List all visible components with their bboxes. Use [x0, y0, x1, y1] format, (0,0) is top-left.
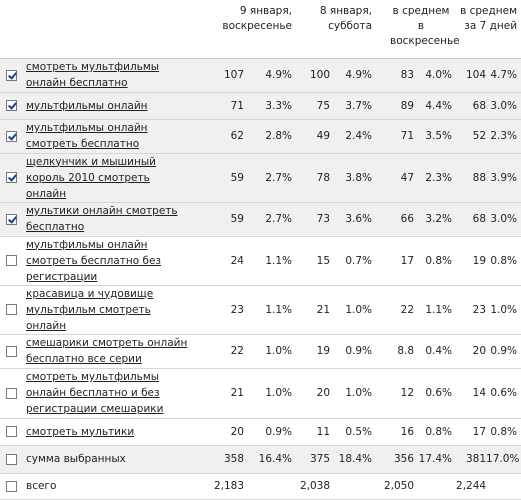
- percent-value: 0.9%: [490, 345, 518, 357]
- row-checkbox[interactable]: [6, 481, 17, 492]
- total-count-value: 2,038: [299, 480, 331, 492]
- count-value: 19: [472, 254, 487, 267]
- count-value: 73: [316, 213, 331, 225]
- count-value: 24: [230, 254, 244, 267]
- table-row: [0, 119, 521, 153]
- percent-value: 0.8%: [490, 254, 518, 267]
- sum-count-value: 375: [309, 453, 331, 465]
- percent-value: 1.0%: [345, 303, 373, 316]
- count-value: 19: [316, 345, 331, 357]
- row-checkbox[interactable]: [6, 100, 17, 111]
- count-value: 14: [472, 387, 487, 399]
- count-value: 23: [230, 303, 244, 316]
- table-row: [0, 334, 521, 368]
- sum-percent-value: 16.4%: [258, 453, 293, 465]
- count-value: 59: [230, 171, 244, 184]
- percent-value: 4.9%: [265, 69, 293, 81]
- query-link[interactable]: щелкунчик и мышиный король 2010 смотреть онлайн: [26, 155, 156, 200]
- count-value: 104: [465, 69, 487, 81]
- count-value: 71: [230, 99, 244, 112]
- total-label: всего: [26, 480, 57, 492]
- count-value: 16: [400, 425, 415, 438]
- checkbox-cell: [0, 119, 22, 153]
- count-value: 21: [316, 303, 331, 316]
- percent-value: 0.8%: [490, 425, 518, 438]
- count-value: 23: [472, 303, 487, 316]
- table-row: [0, 236, 521, 285]
- sum-count-value: 356: [393, 453, 415, 465]
- count-value: 22: [230, 345, 244, 357]
- percent-value: 1.1%: [425, 303, 453, 316]
- percent-value: 4.0%: [425, 69, 453, 81]
- query-cell: [22, 92, 198, 119]
- count-value: 71: [400, 130, 415, 142]
- row-checkbox[interactable]: [6, 388, 17, 399]
- row-checkbox[interactable]: [6, 214, 17, 225]
- sum-selected-row: [0, 445, 521, 473]
- query-link[interactable]: красавица и чудовище мультфильм смотреть онлайн: [26, 287, 154, 332]
- table-row: [0, 92, 521, 119]
- table-row: [0, 202, 521, 236]
- row-checkbox[interactable]: [6, 346, 17, 357]
- percent-value: 3.0%: [490, 99, 518, 112]
- percent-value: 0.5%: [345, 425, 373, 438]
- count-value: 17: [472, 425, 487, 438]
- query-link[interactable]: смотреть мультики: [26, 425, 135, 438]
- percent-value: 1.0%: [490, 303, 518, 316]
- row-checkbox[interactable]: [6, 131, 17, 142]
- checkbox-cell: [0, 473, 22, 499]
- query-link[interactable]: мультфильмы онлайн: [26, 99, 148, 112]
- percent-value: 1.1%: [265, 303, 293, 316]
- percent-value: 0.4%: [425, 345, 453, 357]
- count-value: 17: [400, 254, 415, 267]
- percent-value: 0.6%: [490, 387, 518, 399]
- percent-value: 3.6%: [345, 213, 373, 225]
- checkbox-cell: [0, 445, 22, 473]
- column-header-jan8: 8 января, суббота: [319, 5, 373, 32]
- query-cell: [22, 285, 198, 334]
- checkbox-cell: [0, 202, 22, 236]
- query-link[interactable]: мультики онлайн смотреть бесплатно: [26, 205, 178, 233]
- query-link[interactable]: смотреть мультфильмы онлайн бесплатно: [26, 61, 160, 89]
- count-value: 8.8: [397, 345, 415, 357]
- column-header-avg-7days: в среднем за 7 дней: [460, 5, 518, 32]
- checkbox-cell: [0, 92, 22, 119]
- count-value: 75: [316, 99, 331, 112]
- total-count-value: 2,183: [213, 480, 244, 492]
- total-count-value: 2,050: [383, 480, 415, 492]
- sum-percent-value: 17.4%: [418, 453, 453, 465]
- sum-percent-value: 18.4%: [338, 453, 373, 465]
- count-value: 78: [316, 171, 331, 184]
- checkbox-cell: [0, 236, 22, 285]
- table-row: [0, 418, 521, 445]
- query-cell: [22, 58, 198, 92]
- empty-percent-cell: [244, 473, 296, 499]
- count-value: 22: [400, 303, 415, 316]
- empty-percent-cell: [486, 473, 521, 499]
- sum-label: сумма выбранных: [26, 453, 126, 465]
- count-value: 52: [472, 130, 487, 142]
- count-value: 15: [316, 254, 331, 267]
- count-value: 47: [400, 171, 415, 184]
- count-value: 89: [400, 99, 415, 112]
- checkbox-cell: [0, 58, 22, 92]
- table-row: [0, 153, 521, 202]
- count-value: 20: [230, 425, 244, 438]
- empty-percent-cell: [330, 473, 376, 499]
- row-checkbox[interactable]: [6, 172, 17, 183]
- row-checkbox[interactable]: [6, 255, 17, 266]
- column-header-avg-sunday: в среднем в воскресенье: [390, 5, 460, 47]
- count-value: 83: [400, 69, 415, 81]
- checkbox-cell: [0, 368, 22, 418]
- count-value: 21: [230, 387, 244, 399]
- count-value: 59: [230, 213, 244, 225]
- query-cell: [22, 418, 198, 445]
- count-value: 49: [316, 130, 331, 142]
- sum-count-value: 358: [223, 453, 244, 465]
- percent-value: 2.7%: [265, 213, 293, 225]
- percent-value: 3.5%: [425, 130, 453, 142]
- checkbox-cell: [0, 285, 22, 334]
- query-link[interactable]: смотреть мультфильмы онлайн бесплатно и без регистрации смешарики: [26, 371, 164, 415]
- percent-value: 3.9%: [490, 171, 518, 184]
- percent-value: 1.0%: [265, 345, 293, 357]
- query-link[interactable]: мультфильмы онлайн смотреть бесплатно без регистрации: [26, 238, 161, 283]
- percent-value: 3.2%: [425, 213, 453, 225]
- count-value: 100: [309, 69, 331, 81]
- count-value: 12: [400, 387, 415, 399]
- query-cell: [22, 368, 198, 418]
- table-row: [0, 58, 521, 92]
- percent-value: 0.6%: [425, 387, 453, 399]
- percent-value: 1.0%: [265, 387, 293, 399]
- count-value: 11: [316, 425, 331, 438]
- query-cell: [22, 202, 198, 236]
- percent-value: 0.8%: [425, 254, 453, 267]
- percent-value: 0.9%: [345, 345, 373, 357]
- query-cell: [22, 119, 198, 153]
- query-link[interactable]: мультфильмы онлайн смотреть бесплатно: [26, 122, 148, 150]
- count-value: 107: [223, 69, 244, 81]
- count-value: 20: [472, 345, 487, 357]
- count-value: 68: [472, 99, 487, 112]
- percent-value: 2.3%: [490, 130, 518, 142]
- query-link[interactable]: смешарики смотреть онлайн бесплатно все серии: [26, 337, 188, 365]
- row-checkbox[interactable]: [6, 426, 17, 437]
- checkbox-cell: [0, 153, 22, 202]
- percent-value: 2.7%: [265, 171, 293, 184]
- percent-value: 1.1%: [265, 254, 293, 267]
- percent-value: 2.8%: [265, 130, 293, 142]
- sum-percent-value: 17.0%: [486, 453, 520, 465]
- total-count-value: 2,244: [456, 480, 487, 492]
- percent-value: 3.3%: [265, 99, 293, 112]
- count-value: 66: [400, 213, 415, 225]
- percent-value: 0.8%: [425, 425, 453, 438]
- percent-value: 3.8%: [345, 171, 373, 184]
- count-value: 20: [316, 387, 331, 399]
- count-value: 88: [472, 171, 487, 184]
- total-row: [0, 473, 521, 499]
- table-row: [0, 285, 521, 334]
- empty-percent-cell: [414, 473, 456, 499]
- row-checkbox[interactable]: [6, 304, 17, 315]
- percent-value: 2.4%: [345, 130, 373, 142]
- row-checkbox[interactable]: [6, 70, 17, 81]
- row-checkbox[interactable]: [6, 454, 17, 465]
- percent-value: 4.4%: [425, 99, 453, 112]
- checkbox-cell: [0, 418, 22, 445]
- column-header-jan9: 9 января, воскресенье: [222, 5, 293, 32]
- header-row: [0, 0, 521, 58]
- percent-value: 4.7%: [490, 69, 518, 81]
- percent-value: 2.3%: [425, 171, 453, 184]
- percent-value: 0.9%: [265, 425, 293, 438]
- percent-value: 0.7%: [345, 254, 373, 267]
- count-value: 68: [472, 213, 487, 225]
- percent-value: 1.0%: [345, 387, 373, 399]
- table-row: [0, 368, 521, 418]
- checkbox-cell: [0, 334, 22, 368]
- percent-value: 3.7%: [345, 99, 373, 112]
- count-value: 62: [230, 130, 244, 142]
- query-cell: [22, 236, 198, 285]
- sum-count-value: 381: [465, 453, 487, 465]
- query-cell: [22, 153, 198, 202]
- query-cell: [22, 334, 198, 368]
- percent-value: 4.9%: [345, 69, 373, 81]
- percent-value: 3.0%: [490, 213, 518, 225]
